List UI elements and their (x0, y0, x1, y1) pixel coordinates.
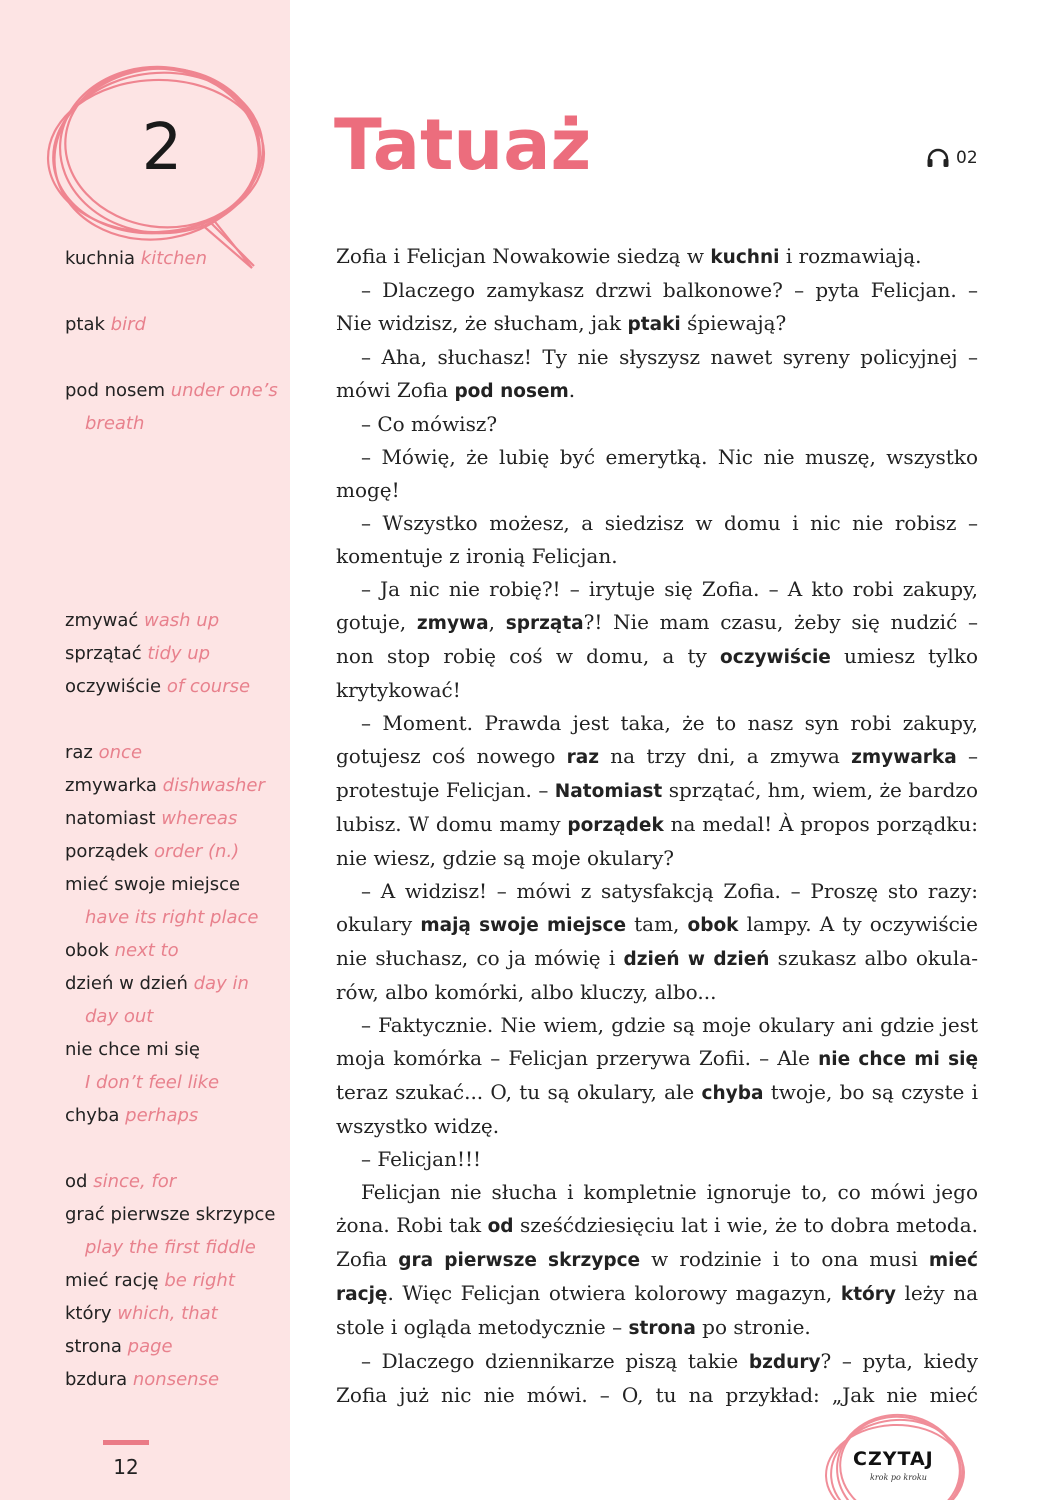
vocab-highlight: bzdury (748, 1352, 821, 1373)
story-paragraph: – Wszystko możesz, a siedzisz w domu i nic nie robisz – komentuje z ironią Felicjan. (336, 511, 978, 568)
audio-track-number: 02 (956, 148, 978, 168)
chapter-number: 2 (141, 111, 183, 185)
headphones-icon (926, 148, 950, 168)
glossary-sidebar (0, 0, 290, 1500)
story-paragraph: – Ja nic nie robię?! – irytuje się Zofia. – A kto robi zakupy, gotuje, zmywa, sprząta?! Nie mam czasu, żeby się nudzić – non stop robię coś w domu, a ty oczywiście umiesz tylko krytykować! (336, 577, 979, 702)
vocab-highlight: raz (566, 747, 600, 768)
story-paragraph: – A widzisz! – mówi z satysfakcją Zofia. – Proszę sto razy: okulary mają swoje miejsce tam, obok lampy. A ty oczywiście nie słuchasz, co ja mówię i dzień w dzień szukasz albo okularów, albo komórki, albo kluczy, albo... (336, 879, 979, 1004)
vocab-highlight: zmywa (416, 613, 489, 634)
story-paragraph: Zofia i Felicjan Nowakowie siedzą w kuchni i rozmawiają. (336, 244, 922, 268)
gloss-entry: zmywarka dishwasher (65, 775, 265, 796)
story-paragraph: – Co mówisz? (361, 412, 498, 436)
story-paragraph: – Dlaczego dziennikarze piszą takie bzdury? – pyta, kiedy Zofia już nic nie mówi. – O, tu na przykład: „Jak nie mieć (336, 1349, 978, 1407)
vocab-highlight: od (487, 1216, 514, 1237)
gloss-entry: kuchnia kitchen (65, 248, 208, 269)
gloss-entry: natomiast whereas (65, 808, 238, 829)
vocab-highlight: ptaki (627, 314, 681, 335)
logo-text: CZYTAJ (853, 1448, 934, 1470)
story-paragraph: – Faktycznie. Nie wiem, gdzie są moje okulary ani gdzie jest moja komórka – Felicjan przerywa Zofii. – Ale nie chce mi się teraz szukać... O, tu są okulary, ale chyba twoje, bo są czyste i wszystko widzę. (336, 1013, 978, 1138)
vocab-highlight: strona (628, 1318, 696, 1339)
vocab-highlight: który (840, 1284, 896, 1305)
story-paragraph: – Moment. Prawda jest taka, że to nasz syn robi zakupy, gotujesz coś nowego raz na trzy dni, a zmywa zmywarka – protestuje Felicjan. – Natomiast sprzątać, hm, wiem, że bardzo lubisz. W domu mamy porządek na medal! À propos porządku: nie wiesz, gdzie są moje okulary? (336, 711, 979, 870)
vocab-highlight: chyba (701, 1083, 764, 1104)
gloss-entry: porządek order (n.) (65, 841, 240, 862)
gloss-entry: obok next to (65, 940, 179, 961)
gloss-entry: mieć rację be right (65, 1270, 235, 1291)
audio-track[interactable] (926, 148, 978, 168)
gloss-entry: ptak bird (65, 314, 146, 335)
vocab-highlight: kuchni (710, 247, 780, 268)
story-paragraph: – Mówię, że lubię być emerytką. Nic nie muszę, wszystko mogę! (336, 445, 978, 502)
vocab-highlight: obok (687, 915, 739, 936)
gloss-entry: który which, that (65, 1303, 218, 1324)
vocab-highlight: mają swoje miejsce (420, 915, 627, 936)
gloss-entry: zmywać wash up (65, 610, 220, 631)
story-paragraph: – Dlaczego zamykasz drzwi balkonowe? – pyta Felicjan. – Nie widzisz, że słucham, jak ptaki śpiewają? (336, 278, 978, 335)
story-paragraph: – Aha, słuchasz! Ty nie słyszysz nawet syreny policyjnej – mówi Zofia pod nosem. (336, 345, 978, 402)
gloss-entry: pod nosem under one’s breath (65, 380, 278, 434)
chapter-title: Tatuaż (334, 104, 592, 186)
gloss-entry: strona page (65, 1336, 173, 1357)
vocab-highlight: mieć rację (336, 1250, 978, 1305)
gloss-entry: sprzątać tidy up (65, 643, 211, 664)
vocab-highlight: zmywarka (851, 747, 957, 768)
gloss-entry: dzień w dzień day in day out (65, 973, 249, 1027)
page-number: 12 (113, 1455, 139, 1479)
page-number-bar (103, 1440, 149, 1445)
vocab-highlight: nie chce mi się (818, 1049, 978, 1070)
logo-subtitle: krok po kroku (870, 1473, 927, 1482)
gloss-entry: bzdura nonsense (65, 1369, 220, 1390)
vocab-highlight: gra pierwsze skrzypce (398, 1250, 641, 1271)
gloss-entry: mieć swoje miejsce have its right place (65, 874, 259, 928)
gloss-entry: oczywiście of course (65, 676, 251, 697)
story-paragraph: – Felicjan!!! (361, 1147, 482, 1171)
vocab-highlight: sprząta (505, 613, 584, 634)
gloss-entry: chyba perhaps (65, 1105, 199, 1126)
vocab-highlight: porządek (567, 815, 664, 836)
gloss-entry: raz once (65, 742, 143, 763)
gloss-entry: grać pierwsze skrzypce play the first fiddle (65, 1204, 276, 1258)
story-paragraph: Felicjan nie słucha i kompletnie ignoruje to, co mówi jego żona. Robi tak od sześćdziesięciu lat i wie, że to dobra metoda. Zofia gra pierwsze skrzypce w rodzinie i to ona musi mieć rację. Więc Felicjan otwiera kolorowy magazyn, który leży na stole i ogląda metodycznie – strona po stronie. (336, 1180, 979, 1339)
gloss-entry: od since, for (65, 1171, 177, 1192)
gloss-entry: nie chce mi się I don’t feel like (65, 1039, 220, 1093)
vocab-highlight: dzień w dzień (623, 949, 770, 970)
vocab-highlight: oczywiście (720, 647, 831, 668)
vocab-highlight: pod nosem (454, 381, 569, 402)
story-text (336, 240, 978, 1412)
vocab-highlight: Natomiast (554, 781, 663, 802)
